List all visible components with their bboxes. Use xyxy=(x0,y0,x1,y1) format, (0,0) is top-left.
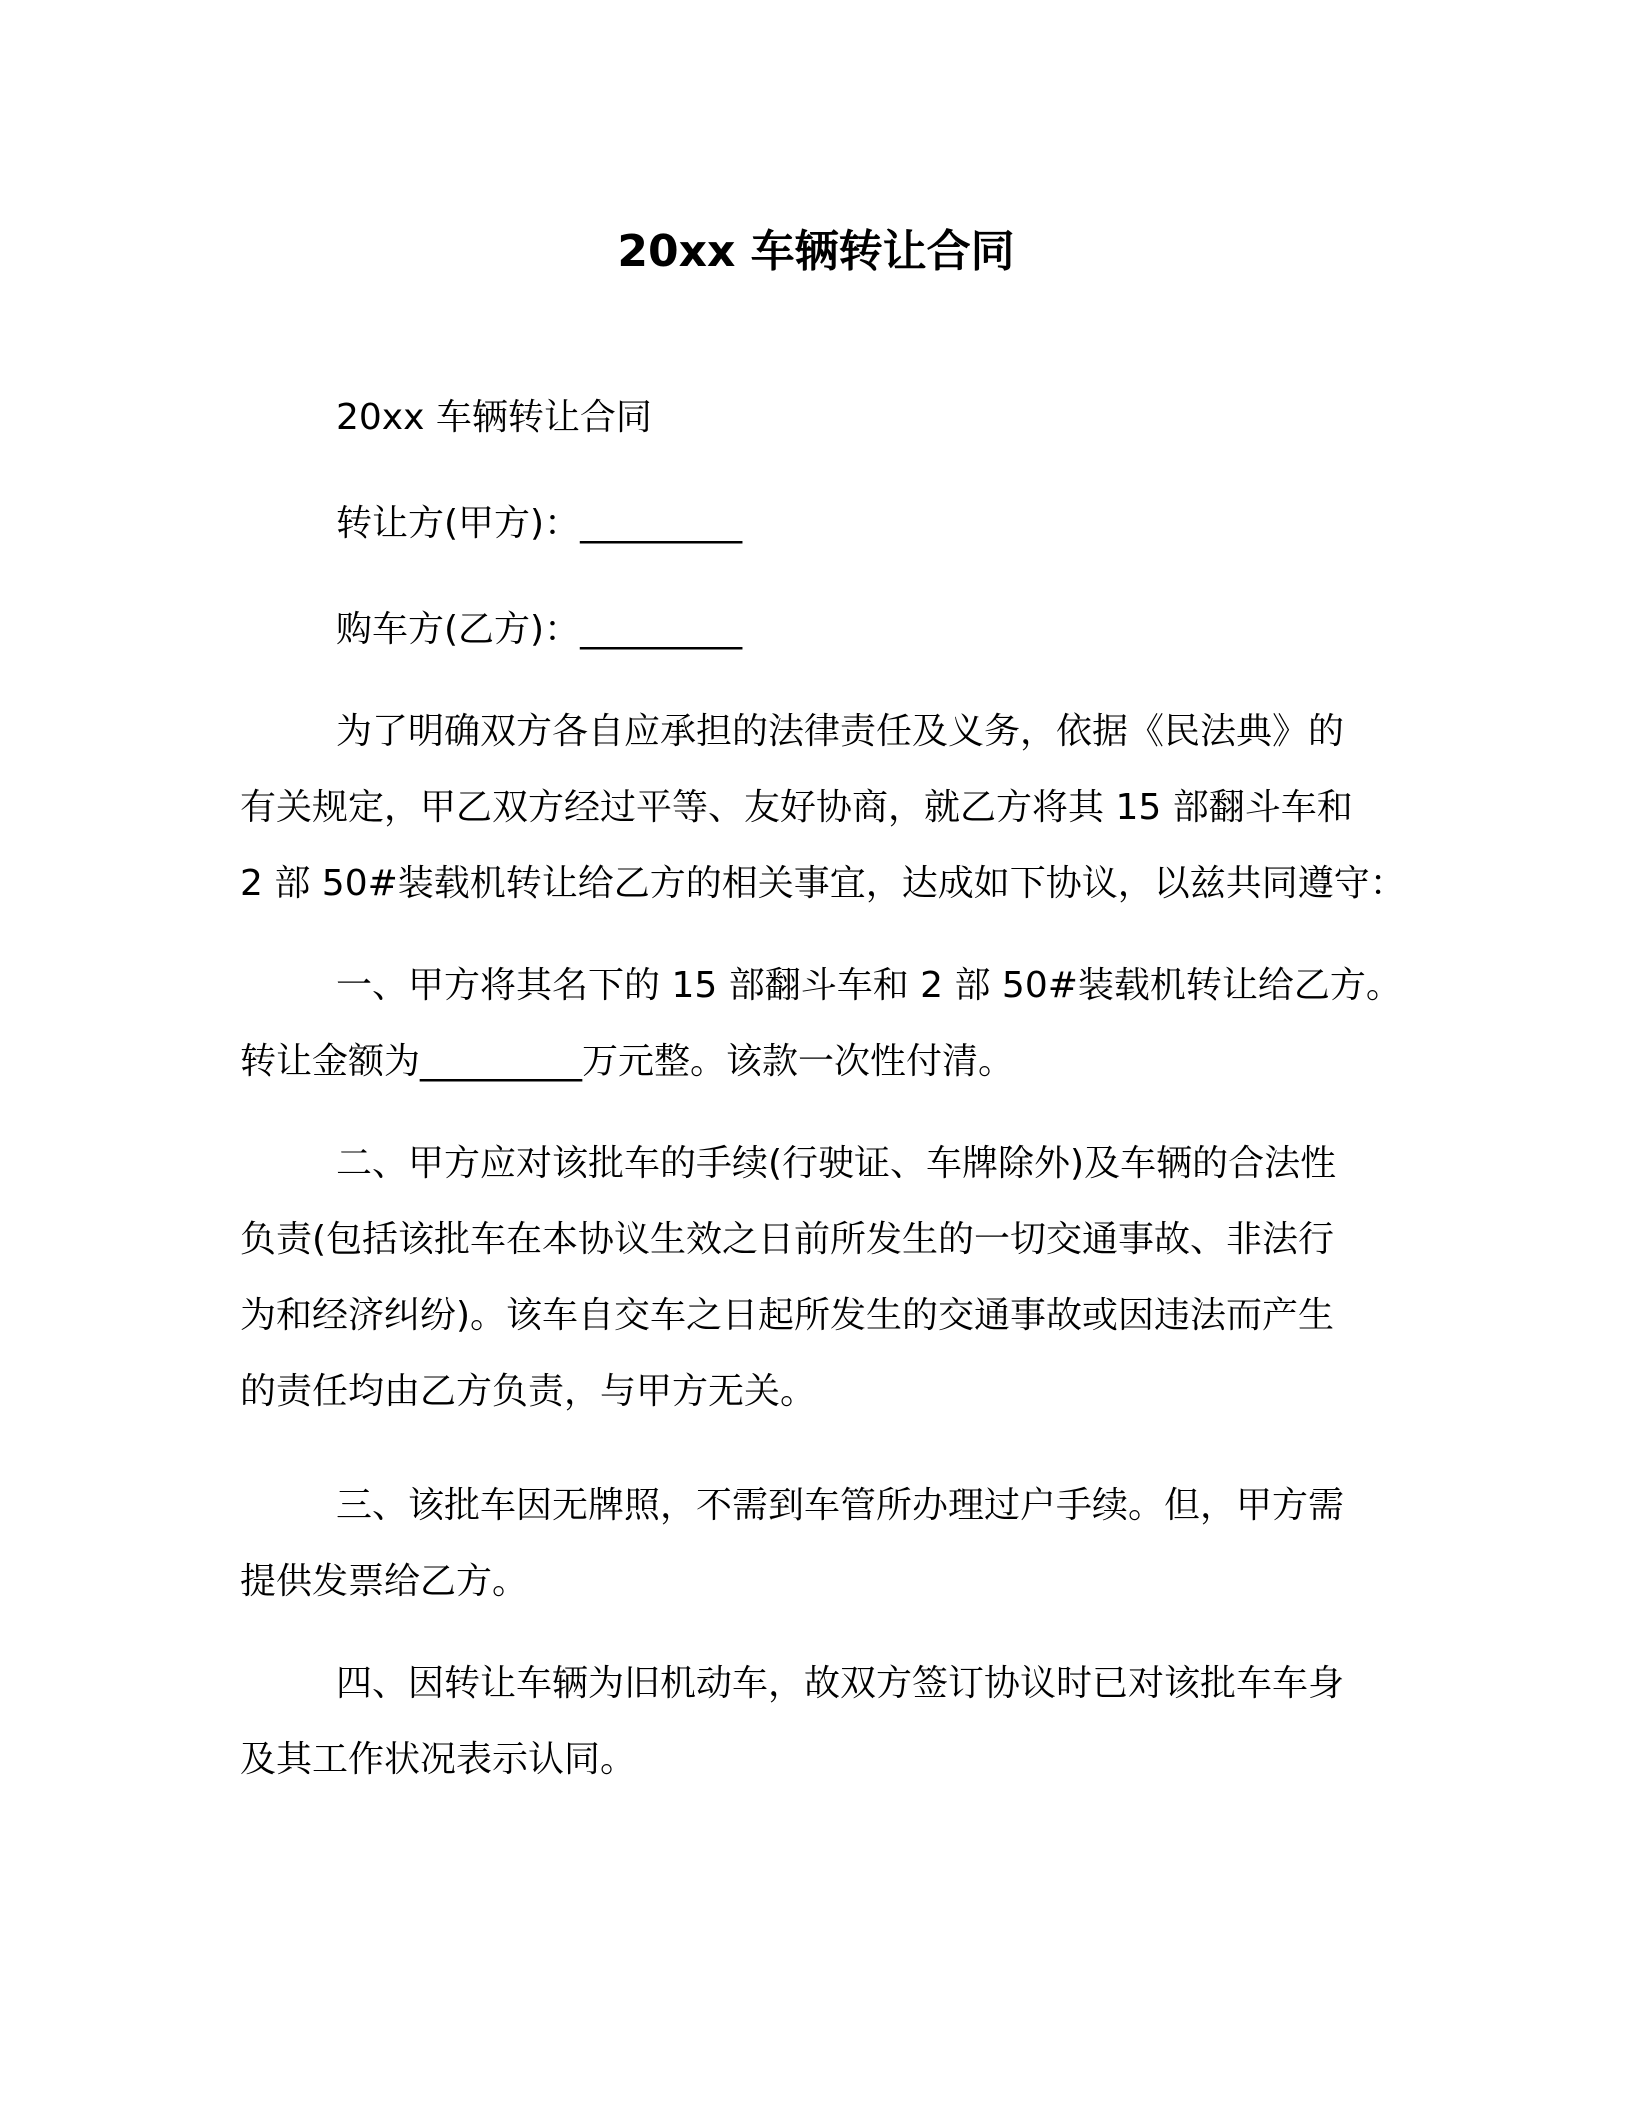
clause-1-paragraph xyxy=(240,948,1410,1100)
document-subtitle xyxy=(240,380,1410,456)
transferor-line: 转让方(甲方)：_________ xyxy=(336,503,743,544)
clause-2-line: 为和经济纠纷)。该车自交车之日起所发生的交通事故或因违法而产生 xyxy=(240,1295,1335,1336)
clause-4-line: 及其工作状况表示认同。 xyxy=(240,1739,637,1780)
clause-1-line: 转让金额为_________万元整。该款一次性付清。 xyxy=(240,1041,1015,1082)
clause-3-line: 三、该批车因无牌照，不需到车管所办理过户手续。但，甲方需 xyxy=(336,1485,1345,1526)
clause-4-paragraph xyxy=(240,1646,1410,1798)
clause-3-line: 提供发票给乙方。 xyxy=(240,1561,529,1602)
preamble-line: 2 部 50#装载机转让给乙方的相关事宜，达成如下协议，以兹共同遵守： xyxy=(240,863,1406,904)
buyer-field xyxy=(240,592,1410,668)
clause-3-paragraph xyxy=(240,1468,1410,1620)
clause-1-line: 一、甲方将其名下的 15 部翻斗车和 2 部 50#装载机转让给乙方。 xyxy=(336,965,1402,1006)
clause-2-paragraph xyxy=(240,1126,1410,1430)
document-title: 20xx 车辆转让合同 xyxy=(617,226,1015,277)
buyer-line: 购车方(乙方)：_________ xyxy=(336,609,743,650)
clause-2-line: 二、甲方应对该批车的手续(行驶证、车牌除外)及车辆的合法性 xyxy=(336,1143,1337,1184)
preamble-paragraph xyxy=(240,694,1410,922)
transferor-field xyxy=(240,486,1410,562)
preamble-line: 为了明确双方各自应承担的法律责任及义务，依据《民法典》的 xyxy=(336,711,1345,752)
clause-2-line: 负责(包括该批车在本协议生效之日前所发生的一切交通事故、非法行 xyxy=(240,1219,1335,1260)
clause-2-line: 的责任均由乙方负责，与甲方无关。 xyxy=(240,1371,817,1412)
clause-4-line: 四、因转让车辆为旧机动车，故双方签订协议时已对该批车车身 xyxy=(336,1663,1345,1704)
subtitle-line: 20xx 车辆转让合同 xyxy=(336,397,652,438)
preamble-line: 有关规定，甲乙双方经过平等、友好协商，就乙方将其 15 部翻斗车和 xyxy=(240,787,1353,828)
